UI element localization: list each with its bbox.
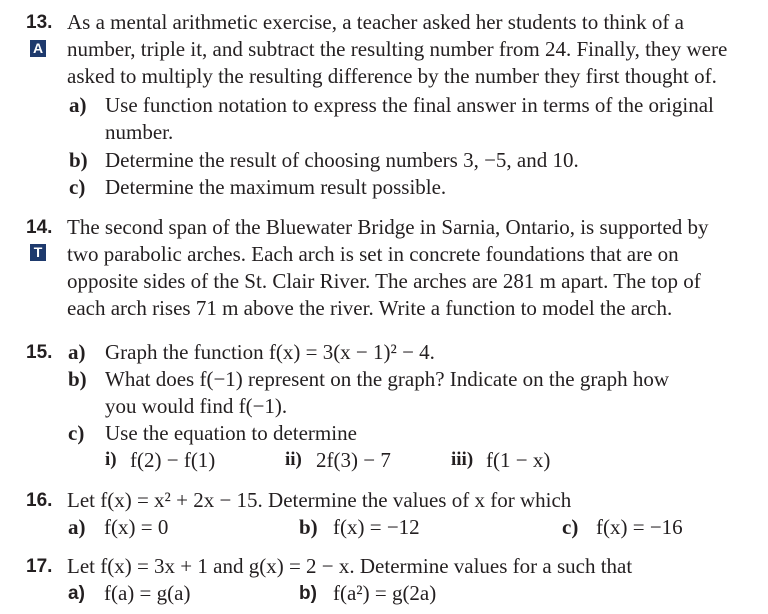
- problem-14-text-line: opposite sides of the St. Clair River. The arches are 281 m apart. The top of: [67, 269, 701, 293]
- achievement-badge-a: A: [30, 40, 46, 57]
- problem-14-text-line: each arch rises 71 m above the river. Write a function to model the arch.: [67, 296, 673, 320]
- problem-15a-label: a): [68, 340, 86, 364]
- problem-14-text-line: two parabolic arches. Each arch is set in concrete foundations that are on: [67, 242, 679, 266]
- thinking-badge-t: T: [30, 244, 46, 261]
- problem-13b-label: b): [69, 148, 88, 172]
- problem-13a-label: a): [69, 93, 87, 117]
- problem-17b-label: b): [299, 583, 317, 604]
- problem-16c-label: c): [562, 515, 579, 539]
- problem-16b-text: f(x) = −12: [333, 515, 420, 539]
- problem-16c-text: f(x) = −16: [596, 515, 683, 539]
- problem-17a-text: f(a) = g(a): [104, 581, 191, 605]
- problem-15b-text: What does f(−1) represent on the graph? Indicate on the graph how: [105, 367, 670, 391]
- problem-13b-text: Determine the result of choosing numbers 3, −5, and 10.: [105, 148, 579, 172]
- problem-13a-text: number.: [105, 120, 174, 144]
- problem-15c-ii-label: ii): [285, 449, 302, 470]
- problem-15-number: 15.: [26, 342, 53, 363]
- problem-14-number: 14.: [26, 217, 53, 238]
- problem-13-text-line: As a mental arithmetic exercise, a teacher asked her students to think of a: [67, 10, 684, 34]
- problem-16-number: 16.: [26, 490, 53, 511]
- problem-17a-label: a): [68, 583, 85, 604]
- problem-17-number: 17.: [26, 556, 53, 577]
- problem-15c-text: Use the equation to determine: [105, 421, 357, 445]
- problem-15c-ii-text: 2f(3) − 7: [316, 448, 391, 472]
- problem-15a-text: Graph the function f(x) = 3(x − 1)² − 4.: [105, 340, 435, 364]
- problem-15b-label: b): [68, 367, 87, 391]
- problem-16-text: Let f(x) = x² + 2x − 15. Determine the values of x for which: [67, 488, 572, 512]
- problem-15c-i-label: i): [105, 449, 117, 470]
- problem-17b-text: f(a²) = g(2a): [333, 581, 437, 605]
- problem-14-text-line: The second span of the Bluewater Bridge in Sarnia, Ontario, is supported by: [67, 215, 709, 239]
- problem-16a-text: f(x) = 0: [104, 515, 169, 539]
- problem-13c-label: c): [69, 175, 86, 199]
- problem-16a-label: a): [68, 515, 86, 539]
- problem-16b-label: b): [299, 515, 318, 539]
- problem-13-text-line: number, triple it, and subtract the resulting number from 24. Finally, they were: [67, 37, 728, 61]
- problem-15c-iii-label: iii): [451, 449, 474, 470]
- problem-15c-label: c): [68, 421, 85, 445]
- problem-15c-i-text: f(2) − f(1): [130, 448, 216, 472]
- problem-13a-text: Use function notation to express the final answer in terms of the original: [105, 93, 714, 117]
- problem-17-text: Let f(x) = 3x + 1 and g(x) = 2 − x. Determine values for a such that: [67, 554, 633, 578]
- problem-13-text-line: asked to multiply the resulting difference by the number they first thought of.: [67, 64, 717, 88]
- problem-13-number: 13.: [26, 12, 53, 33]
- problem-15c-iii-text: f(1 − x): [486, 448, 551, 472]
- problem-15b-text: you would find f(−1).: [105, 394, 288, 418]
- problem-13c-text: Determine the maximum result possible.: [105, 175, 447, 199]
